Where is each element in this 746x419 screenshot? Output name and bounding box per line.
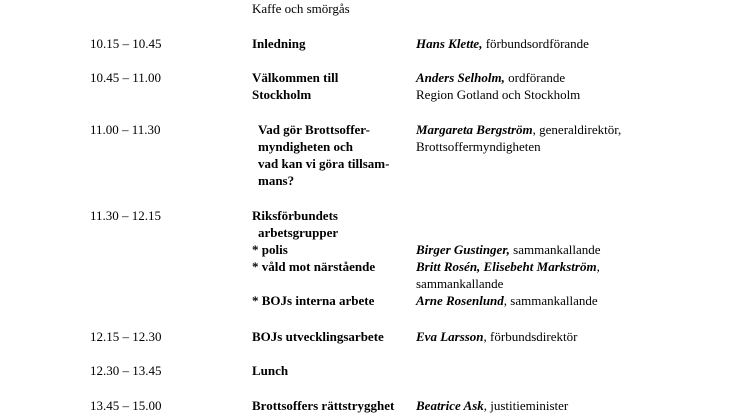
- speaker-name: Anders Selholm,: [416, 70, 505, 85]
- speaker-role: förbundsordförande: [482, 36, 589, 51]
- row-topic: Stockholm: [252, 87, 312, 102]
- row-topic: arbetsgrupper: [258, 225, 339, 240]
- row-speaker: [416, 328, 577, 345]
- group-speaker: [416, 258, 600, 275]
- speaker-role: ordförande: [504, 70, 566, 85]
- row-speaker: [416, 121, 621, 138]
- row-topic: Lunch: [252, 363, 289, 378]
- row-topic: myndigheten och: [258, 139, 353, 154]
- speaker-name: Arne Rosenlund: [416, 293, 504, 308]
- row-speaker: [416, 69, 565, 86]
- group-speaker: [416, 241, 601, 258]
- row-time: 12.30 – 13.45: [90, 363, 162, 378]
- row-speaker: [416, 35, 589, 52]
- row-topic: Vad gör Brottsoffer-: [258, 122, 370, 137]
- row-topic: Brottsoffers rättstrygghet: [252, 398, 395, 413]
- row-time: 10.45 – 11.00: [90, 70, 162, 85]
- row-topic: vad kan vi göra tillsam-: [258, 156, 390, 171]
- row-topic: Inledning: [252, 36, 306, 51]
- speaker-name: Britt Rosén, Elisebeht Markström: [416, 259, 597, 274]
- row-time: 10.15 – 10.45: [90, 36, 162, 51]
- speaker-name: Margareta Bergström: [416, 122, 533, 137]
- row-time: 13.45 – 15.00: [90, 398, 162, 413]
- intro-line: Kaffe och smörgås: [252, 1, 350, 16]
- row-topic: BOJs utvecklingsarbete: [252, 329, 384, 344]
- speaker-role: , förbundsdirektör: [483, 329, 578, 344]
- group-label: * BOJs interna arbete: [252, 293, 375, 308]
- speaker-role: sammankallande: [509, 242, 601, 257]
- speaker-role: , generaldirektör,: [532, 122, 622, 137]
- speaker-name: Beatrice Ask: [416, 398, 484, 413]
- speaker-role: , justitieminister: [483, 398, 569, 413]
- row-topic: Riksförbundets: [252, 208, 338, 223]
- row-time: 11.30 – 12.15: [90, 208, 162, 223]
- speaker-role: , sammankallande: [503, 293, 598, 308]
- speaker-name: Eva Larsson: [416, 329, 484, 344]
- row-time: 11.00 – 11.30: [90, 122, 161, 137]
- speaker-name: Hans Klette,: [416, 36, 483, 51]
- row-topic: mans?: [258, 173, 295, 188]
- row-topic: Välkommen till: [252, 70, 339, 85]
- speaker-org: Region Gotland och Stockholm: [416, 87, 581, 102]
- row-time: 12.15 – 12.30: [90, 329, 162, 344]
- row-speaker: [416, 397, 568, 414]
- group-speaker: [416, 292, 598, 309]
- group-label: * polis: [252, 242, 288, 257]
- speaker-org: Brottsoffermyndigheten: [416, 139, 541, 154]
- speaker-role: ,: [596, 259, 600, 274]
- speaker-name: Birger Gustinger,: [416, 242, 510, 257]
- group-label: * våld mot närstående: [252, 259, 376, 274]
- speaker-role-line2: sammankallande: [416, 276, 504, 291]
